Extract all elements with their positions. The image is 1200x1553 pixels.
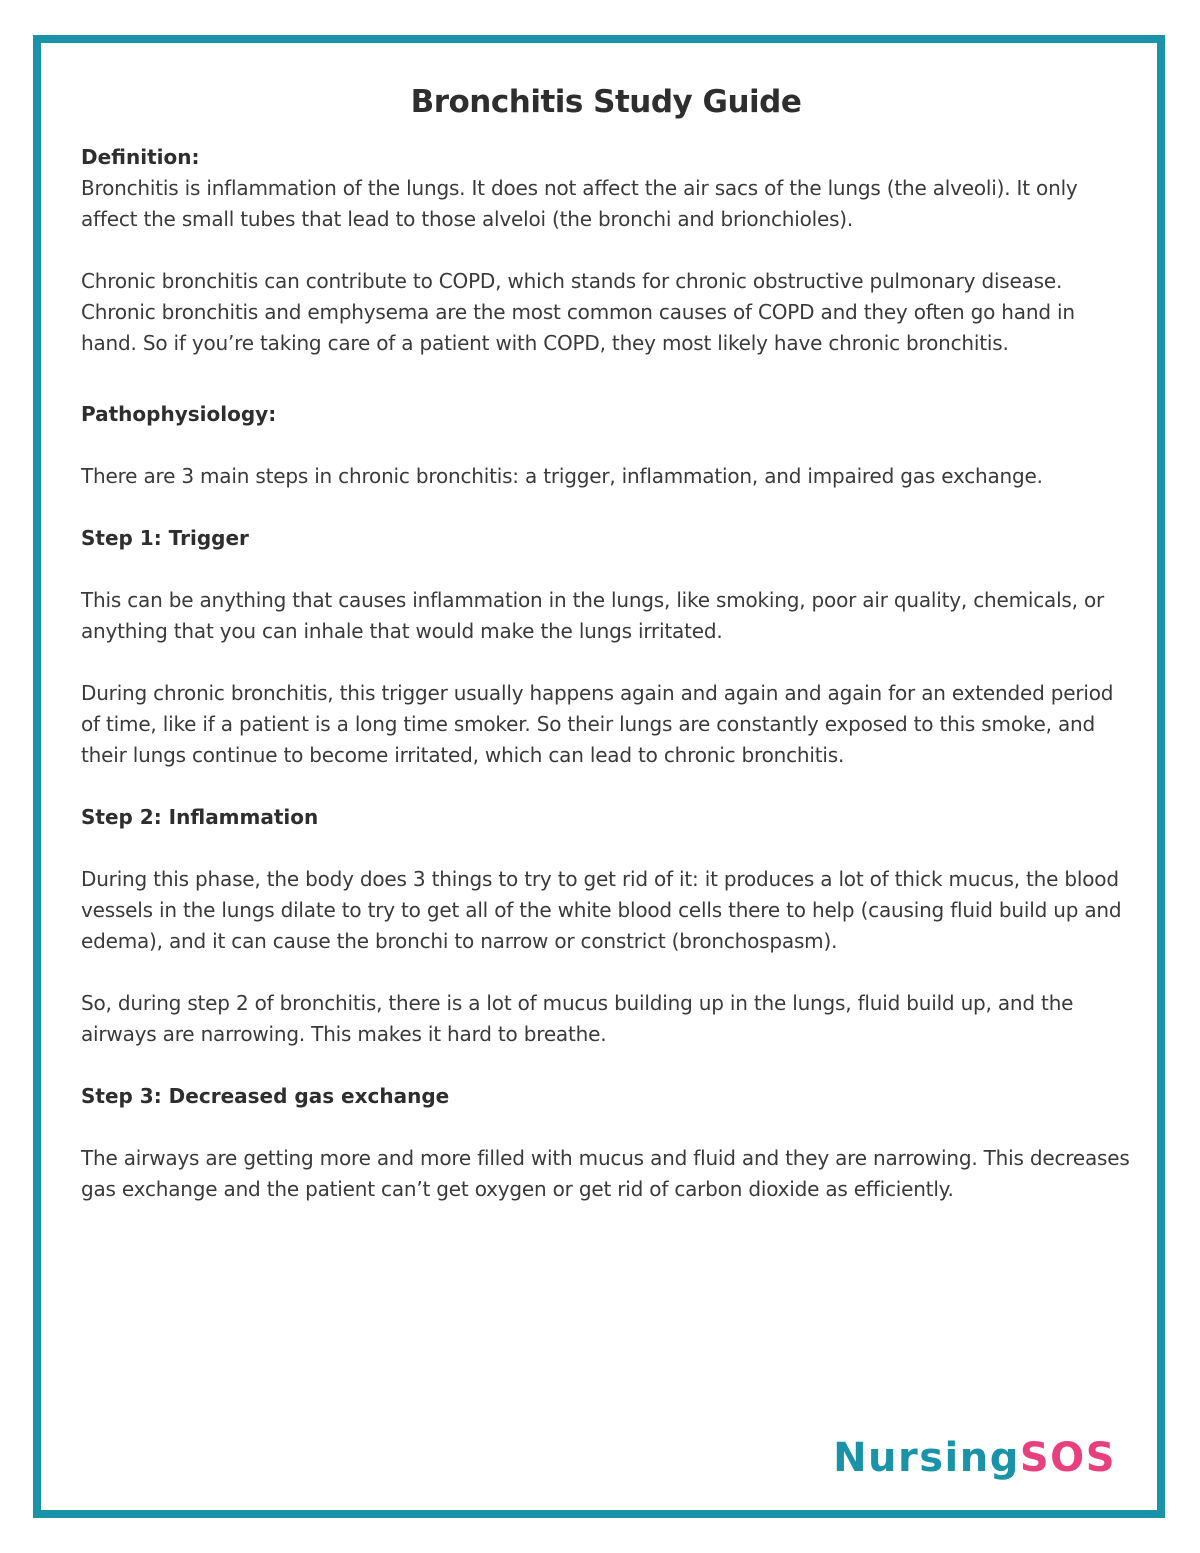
definition-heading: Definition: (81, 145, 200, 169)
pathophysiology-heading: Pathophysiology: (81, 402, 277, 426)
document-body (81, 84, 1131, 1205)
step2-paragraph-2: So, during step 2 of bronchitis, there is a lot of mucus building up in the lungs, fluid build up, and the airways are narrowing. This makes it hard to breathe. (81, 991, 1074, 1046)
logo-text-sos: SOS (1019, 1435, 1116, 1481)
definition-paragraph-2: Chronic bronchitis can contribute to COPD, which stands for chronic obstructive pulmonary disease. Chronic bronchitis and emphysema are the most common causes of COPD and they often go hand in hand. So if you’re taking care of a patient with COPD, they most likely have chronic bronchitis. (81, 269, 1075, 355)
step1-paragraph-1: This can be anything that causes inflammation in the lungs, like smoking, poor air quality, chemicals, or anything that you can inhale that would make the lungs irritated. (81, 588, 1105, 643)
step1-heading: Step 1: Trigger (81, 526, 249, 550)
definition-paragraph-1: Bronchitis is inflammation of the lungs. It does not affect the air sacs of the lungs (the alveoli). It only affect the small tubes that lead to those alveloi (the bronchi and brionchioles). (81, 176, 1078, 231)
step3-paragraph-1: The airways are getting more and more filled with mucus and fluid and they are narrowing. This decreases gas exchange and the patient can’t get oxygen or get rid of carbon dioxide as efficiently. (81, 1146, 1130, 1201)
nursingsos-logo (833, 1435, 1116, 1481)
logo-text-nursing: Nursing (833, 1435, 1020, 1481)
step1-paragraph-2: During chronic bronchitis, this trigger usually happens again and again and again for an extended period of time, like if a patient is a long time smoker. So their lungs are constantly exposed to this smoke, and their lungs continue to become irritated, which can lead to chronic bronchitis. (81, 681, 1114, 767)
step2-heading: Step 2: Inflammation (81, 805, 319, 829)
step2-paragraph-1: During this phase, the body does 3 things to try to get rid of it: it produces a lot of thick mucus, the blood vessels in the lungs dilate to try to get all of the white blood cells there to help (causing fluid build up and edema), and it can cause the bronchi to narrow or constrict (bronchospasm). (81, 867, 1122, 953)
pathophysiology-intro: There are 3 main steps in chronic bronchitis: a trigger, inflammation, and impaired gas exchange. (81, 464, 1043, 488)
step3-heading: Step 3: Decreased gas exchange (81, 1084, 450, 1108)
page-title: Bronchitis Study Guide (410, 84, 802, 120)
